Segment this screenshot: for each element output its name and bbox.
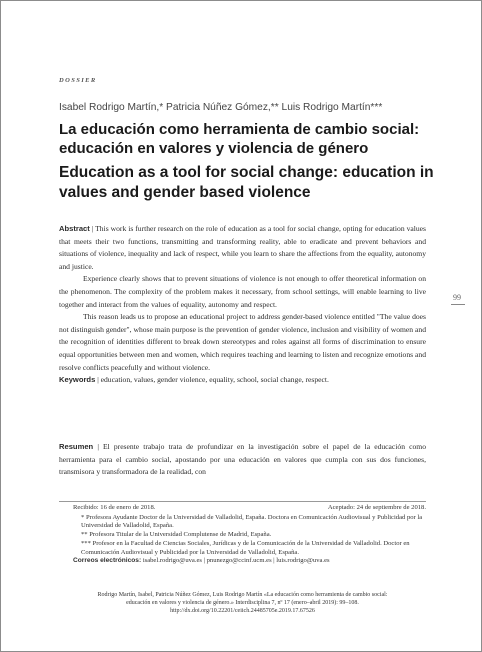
page-number-rule [451, 304, 465, 305]
citation-block [59, 591, 426, 615]
citation-line-1: Rodrigo Martín, Isabel, Patricia Núñez Gómez, Luis Rodrigo Martín «La educación como herramienta de cambio social: [97, 592, 388, 598]
title-english: Education as a tool for social change: education in values and gender based violence [59, 164, 434, 201]
received-date: Recibido: 16 de enero de 2018. [73, 504, 156, 511]
authors-line: Isabel Rodrigo Martín,* Patricia Núñez Gómez,** Luis Rodrigo Martín*** [59, 102, 383, 113]
footnote-divider [59, 501, 426, 502]
abstract-paragraph-3: This reason leads us to propose an educational project to address gender-based violence entitled "The value does not distinguish gender", whose main purpose is the prevention of gender violence, inclusion and visibility of women and the recognition of identities different to break down stereotypes and roles against all forms of discrimination to ensure equal opportunities between men and women, which requires teaching and learning to listen and recognize emotions and resolve conflicts peacefully and without violence. [59, 312, 426, 372]
footnote-1: * Profesora Ayudante Doctor de la Universidad de Valladolid, España. Doctora en Comunicación Audiovisual y Publicidad por la Universidad de Valladolid, España. [81, 513, 423, 530]
keywords-label: Keywords [59, 375, 96, 385]
section-label: DOSSIER [59, 77, 97, 84]
abstract-paragraph-2: Experience clearly shows that to prevent situations of violence is not enough to offer theoretical information on the phenomenon. The complexity of the problem makes it necessary, from school settings, will enable learning to live together and interact from the values of equality, autonomy and respect. [59, 274, 426, 309]
emails-text: isabel.rodrigo@uva.es | pnunezgo@ccinf.ucm.es | luis.rodrigo@uva.es [142, 557, 330, 565]
footnote-3: *** Profesor en la Facultad de Ciencias Sociales, Jurídicas y de la Comunicación de la Universidad de Valladolid. Doctor en Comunicación Audiovisual y Publicidad por la Universidad de Valladolid, España. [81, 539, 410, 556]
resumen-text: | El presente trabajo trata de profundizar en la investigación sobre el papel de la educación como herramienta para el cambio social, apostando por una educación en valores que cumpla con sus dos funciones, transmisora y transformadora de la realidad, con [59, 442, 426, 477]
resumen-paragraph [59, 441, 426, 479]
dates-line [73, 504, 426, 513]
citation-doi-link[interactable]: http://dx.doi.org/10.22201/ceiich.24485705e.2019.17.67526 [170, 608, 315, 614]
resumen-label: Resumen [59, 442, 94, 451]
keywords-line [59, 374, 426, 387]
abstract-paragraph-1 [59, 223, 426, 273]
page-number: 99 [453, 293, 461, 302]
keywords-text: | education, values, gender violence, equality, school, social change, respect. [97, 375, 329, 385]
emails-label: Correos electrónicos: [73, 557, 142, 565]
abstract-label: Abstract [59, 224, 90, 233]
title-spanish: La educación como herramienta de cambio social: educación en valores y violencia de género [59, 121, 420, 157]
abstract-section [59, 223, 426, 387]
citation-line-2: educación en valores y violencia de género.» Interdisciplina 7, nº 17 (enero–abril 2019): 99–108. [126, 600, 359, 606]
emails-line [73, 557, 426, 566]
accepted-date: Aceptado: 24 de septiembre de 2018. [327, 504, 426, 511]
footnote-2: ** Profesora Titular de la Universidad Complutense de Madrid, España. [81, 531, 272, 539]
footnotes [73, 504, 426, 566]
resumen-section [59, 441, 426, 479]
abstract-text-1: | This work is further research on the role of education as a tool for social change, opting for education values that meets their two functions, transmitting and transforming reality, able to eradicate and prevent behaviors and situations of violence, inequality and lack of respect, while you learn to share the affections from the equality, autonomy and justice. [59, 224, 426, 271]
